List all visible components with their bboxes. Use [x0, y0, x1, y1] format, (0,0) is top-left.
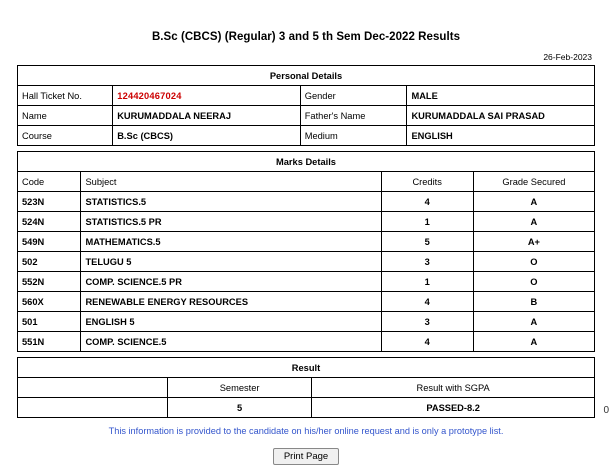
table-row	[18, 358, 595, 378]
subject-grade: B	[473, 292, 594, 312]
subject-code: 502	[18, 252, 81, 272]
marks-details-table	[17, 151, 595, 352]
print-page-button[interactable]: Print Page	[273, 448, 339, 465]
subject-code: 549N	[18, 232, 81, 252]
table-header-row	[18, 378, 595, 398]
column-header-semester: Semester	[168, 378, 312, 398]
table-row	[18, 312, 595, 332]
hall-ticket-label: Hall Ticket No.	[18, 86, 113, 106]
column-header-sgpa: Result with SGPA	[312, 378, 595, 398]
result-blank-cell	[18, 398, 168, 418]
subject-grade: A+	[473, 232, 594, 252]
table-row	[18, 272, 595, 292]
medium-value: ENGLISH	[407, 126, 595, 146]
column-header-grade: Grade Secured	[473, 172, 594, 192]
subject-code: 524N	[18, 212, 81, 232]
father-name-value: KURUMADDALA SAI PRASAD	[407, 106, 595, 126]
sgpa-value: PASSED-8.2	[312, 398, 595, 418]
personal-details-heading: Personal Details	[18, 66, 595, 86]
gender-label: Gender	[300, 86, 407, 106]
name-value: KURUMADDALA NEERAJ	[113, 106, 301, 126]
subject-name: STATISTICS.5	[81, 192, 381, 212]
column-header-credits: Credits	[381, 172, 473, 192]
subject-credits: 4	[381, 292, 473, 312]
subject-code: 560X	[18, 292, 81, 312]
page-title: B.Sc (CBCS) (Regular) 3 and 5 th Sem Dec-2022 Results	[151, 31, 461, 43]
result-date: 26-Feb-2023	[543, 52, 592, 62]
subject-grade: A	[473, 212, 594, 232]
name-label: Name	[18, 106, 113, 126]
subject-code: 523N	[18, 192, 81, 212]
gender-value: MALE	[407, 86, 595, 106]
subject-credits: 1	[381, 272, 473, 292]
semester-value: 5	[168, 398, 312, 418]
subject-grade: A	[473, 312, 594, 332]
subject-credits: 4	[381, 332, 473, 352]
subject-grade: A	[473, 192, 594, 212]
subject-grade: A	[473, 332, 594, 352]
marks-details-section	[17, 151, 595, 352]
personal-details-table	[17, 65, 595, 146]
subject-credits: 3	[381, 312, 473, 332]
course-label: Course	[18, 126, 113, 146]
table-row	[18, 292, 595, 312]
subject-credits: 3	[381, 252, 473, 272]
table-row	[18, 212, 595, 232]
result-table	[17, 357, 595, 418]
subject-credits: 1	[381, 212, 473, 232]
result-heading: Result	[18, 358, 595, 378]
marks-details-heading: Marks Details	[18, 152, 595, 172]
subject-grade: O	[473, 272, 594, 292]
personal-details-section	[17, 65, 595, 146]
subject-credits: 4	[381, 192, 473, 212]
course-value: B.Sc (CBCS)	[113, 126, 301, 146]
subject-grade: O	[473, 252, 594, 272]
hall-ticket-value: 124420467024	[113, 86, 301, 106]
column-header-subject: Subject	[81, 172, 381, 192]
table-row	[18, 332, 595, 352]
table-header-row	[18, 172, 595, 192]
prototype-note: This information is provided to the candidate on his/her online request and is only a prototype list.	[108, 426, 504, 436]
subject-name: ENGLISH 5	[81, 312, 381, 332]
subject-name: COMP. SCIENCE.5	[81, 332, 381, 352]
table-row	[18, 126, 595, 146]
subject-name: RENEWABLE ENERGY RESOURCES	[81, 292, 381, 312]
table-row	[18, 192, 595, 212]
subject-code: 551N	[18, 332, 81, 352]
print-button-row	[0, 436, 612, 465]
result-section	[17, 357, 595, 418]
result-blank-cell	[18, 378, 168, 398]
father-name-label: Father's Name	[300, 106, 407, 126]
subject-credits: 5	[381, 232, 473, 252]
column-header-code: Code	[18, 172, 81, 192]
table-row	[18, 86, 595, 106]
table-row	[18, 152, 595, 172]
subject-name: TELUGU 5	[81, 252, 381, 272]
table-row	[18, 66, 595, 86]
subject-name: MATHEMATICS.5	[81, 232, 381, 252]
subject-code: 552N	[18, 272, 81, 292]
table-row	[18, 398, 595, 418]
subject-name: STATISTICS.5 PR	[81, 212, 381, 232]
table-row	[18, 106, 595, 126]
table-row	[18, 252, 595, 272]
subject-name: COMP. SCIENCE.5 PR	[81, 272, 381, 292]
subject-code: 501	[18, 312, 81, 332]
corner-mark: 0	[603, 405, 609, 416]
table-row	[18, 232, 595, 252]
medium-label: Medium	[300, 126, 407, 146]
